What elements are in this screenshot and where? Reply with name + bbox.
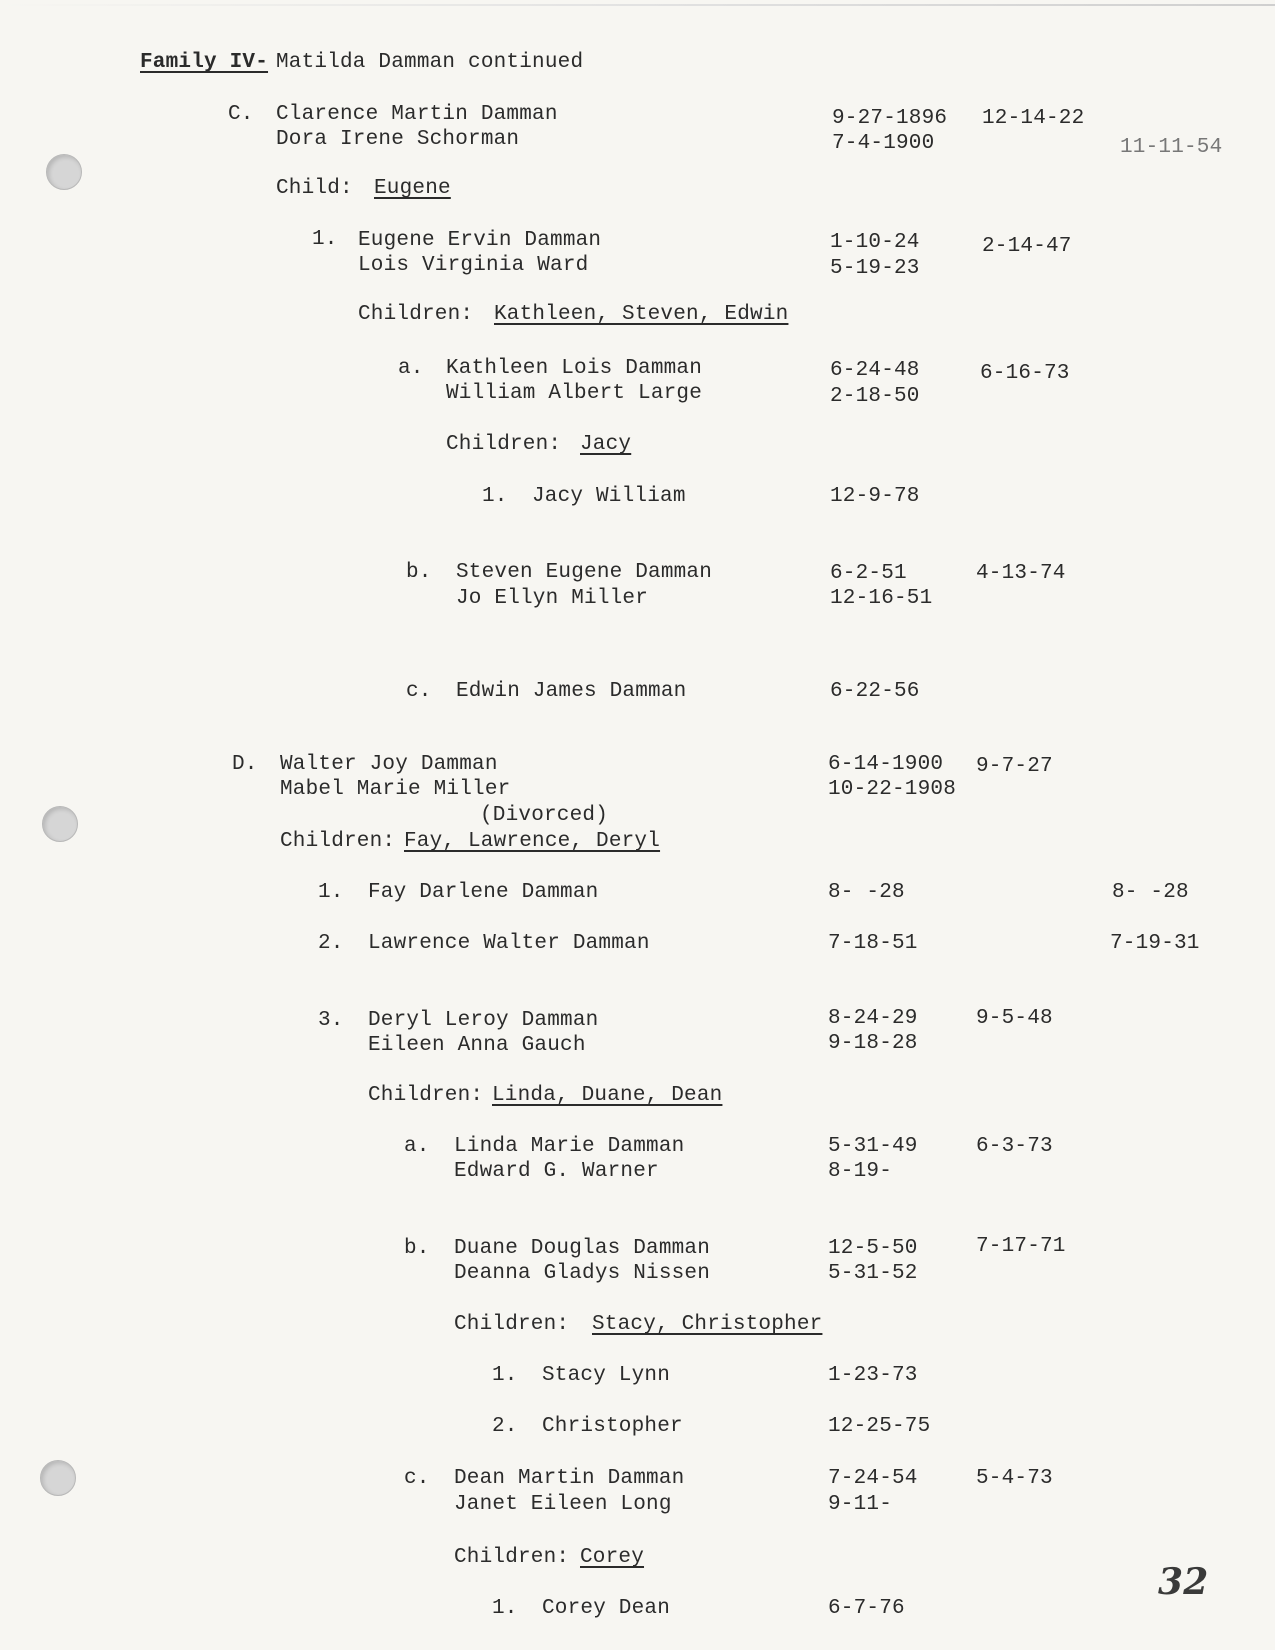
birth-date: 1-23-73 [828,1364,918,1387]
birth-date: 5-31-49 [828,1135,918,1158]
birth-date: 9-27-1896 [832,107,948,130]
children-label: Children: [446,433,562,456]
punch-hole-bottom [40,1460,76,1496]
person-name: Steven Eugene Damman [456,561,713,584]
entry-label: 1. [482,485,508,508]
marriage-date: 2-14-47 [982,235,1072,258]
entry-label: a. [404,1135,430,1158]
page-number: 32 [1158,1561,1209,1603]
person-name: Christopher [542,1415,683,1438]
person-name: Linda Marie Damman [454,1135,685,1158]
entry-label: 3. [318,1009,344,1032]
person-name: Edwin James Damman [456,680,687,703]
spouse-name: Eileen Anna Gauch [368,1034,586,1057]
birth-date: 7-4-1900 [832,132,935,155]
children-list: Kathleen, Steven, Edwin [494,303,789,326]
person-name: Eugene Ervin Damman [358,229,602,252]
birth-date: 7-24-54 [828,1467,918,1490]
entry-label: c. [404,1467,430,1490]
birth-date: 9-11- [828,1493,893,1516]
person-name: Corey Dean [542,1597,671,1620]
birth-date: 9-18-28 [828,1032,918,1055]
marriage-date: 6-3-73 [976,1135,1053,1158]
entry-label: 1. [492,1364,518,1387]
person-name: Walter Joy Damman [280,753,498,776]
children-list: Corey [580,1546,645,1569]
entry-label: 1. [318,881,344,904]
spouse-name: Deanna Gladys Nissen [454,1262,711,1285]
children-label: Children: [280,830,396,853]
birth-date: 8-24-29 [828,1007,918,1030]
person-name: Dean Martin Damman [454,1467,685,1490]
entry-label: 2. [318,932,344,955]
entry-label: c. [406,680,432,703]
person-name: Kathleen Lois Damman [446,357,703,380]
children-list: Linda, Duane, Dean [492,1084,723,1107]
spouse-name: Lois Virginia Ward [358,254,589,277]
birth-date: 5-19-23 [830,257,920,280]
scan-edge [0,4,1275,6]
birth-date: 6-2-51 [830,562,907,585]
spouse-name: Janet Eileen Long [454,1493,672,1516]
person-name: Clarence Martin Damman [276,103,558,126]
marriage-date: 9-7-27 [976,755,1053,778]
birth-date: 7-18-51 [828,932,918,955]
birth-date: 8- -28 [828,881,905,904]
entry-label: 2. [492,1415,518,1438]
entry-label: 1. [492,1597,518,1620]
spouse-name: Mabel Marie Miller [280,778,511,801]
marriage-date: 4-13-74 [976,562,1066,585]
marriage-date: 7-17-71 [976,1235,1066,1258]
children-label: Child: [276,177,353,200]
spouse-name: Edward G. Warner [454,1160,659,1183]
entry-label: b. [404,1237,430,1260]
spouse-name: William Albert Large [446,382,703,405]
entry-label: C. [228,103,254,126]
other-date: 8- -28 [1112,881,1189,904]
birth-date: 12-5-50 [828,1237,918,1260]
marriage-date: 6-16-73 [980,362,1070,385]
punch-hole-middle [42,806,78,842]
other-date: 7-19-31 [1110,932,1200,955]
birth-date: 6-7-76 [828,1597,905,1620]
marriage-date: 5-4-73 [976,1467,1053,1490]
punch-hole-top [46,154,82,190]
birth-date: 10-22-1908 [828,778,957,801]
person-name: Duane Douglas Damman [454,1237,711,1260]
birth-date: 12-9-78 [830,485,920,508]
children-list: Eugene [374,177,451,200]
children-label: Children: [358,303,474,326]
children-list: Stacy, Christopher [592,1313,823,1336]
person-name: Lawrence Walter Damman [368,932,650,955]
entry-label: b. [406,561,432,584]
entry-label: 1. [312,228,338,251]
spouse-name: Jo Ellyn Miller [456,587,649,610]
person-name: Stacy Lynn [542,1364,671,1387]
birth-date: 8-19- [828,1160,893,1183]
marriage-date: 9-5-48 [976,1007,1053,1030]
family-heading: Family IV- [140,51,269,74]
person-name: Fay Darlene Damman [368,881,599,904]
birth-date: 2-18-50 [830,385,920,408]
person-name: Deryl Leroy Damman [368,1009,599,1032]
page-title: Matilda Damman continued [276,51,584,74]
birth-date: 12-16-51 [830,587,933,610]
birth-date: 6-22-56 [830,680,920,703]
children-label: Children: [454,1546,570,1569]
entry-label: D. [232,753,258,776]
children-label: Children: [368,1084,484,1107]
marital-note: (Divorced) [480,804,609,827]
birth-date: 12-25-75 [828,1415,931,1438]
children-label: Children: [454,1313,570,1336]
birth-date: 1-10-24 [830,231,920,254]
children-list: Jacy [580,433,632,456]
other-date: 11-11-54 [1120,136,1223,159]
spouse-name: Dora Irene Schorman [276,128,520,151]
birth-date: 6-14-1900 [828,753,944,776]
person-name: Jacy William [532,485,686,508]
birth-date: 5-31-52 [828,1262,918,1285]
children-list: Fay, Lawrence, Deryl [404,830,661,853]
entry-label: a. [398,357,424,380]
birth-date: 6-24-48 [830,359,920,382]
marriage-date: 12-14-22 [982,107,1085,130]
